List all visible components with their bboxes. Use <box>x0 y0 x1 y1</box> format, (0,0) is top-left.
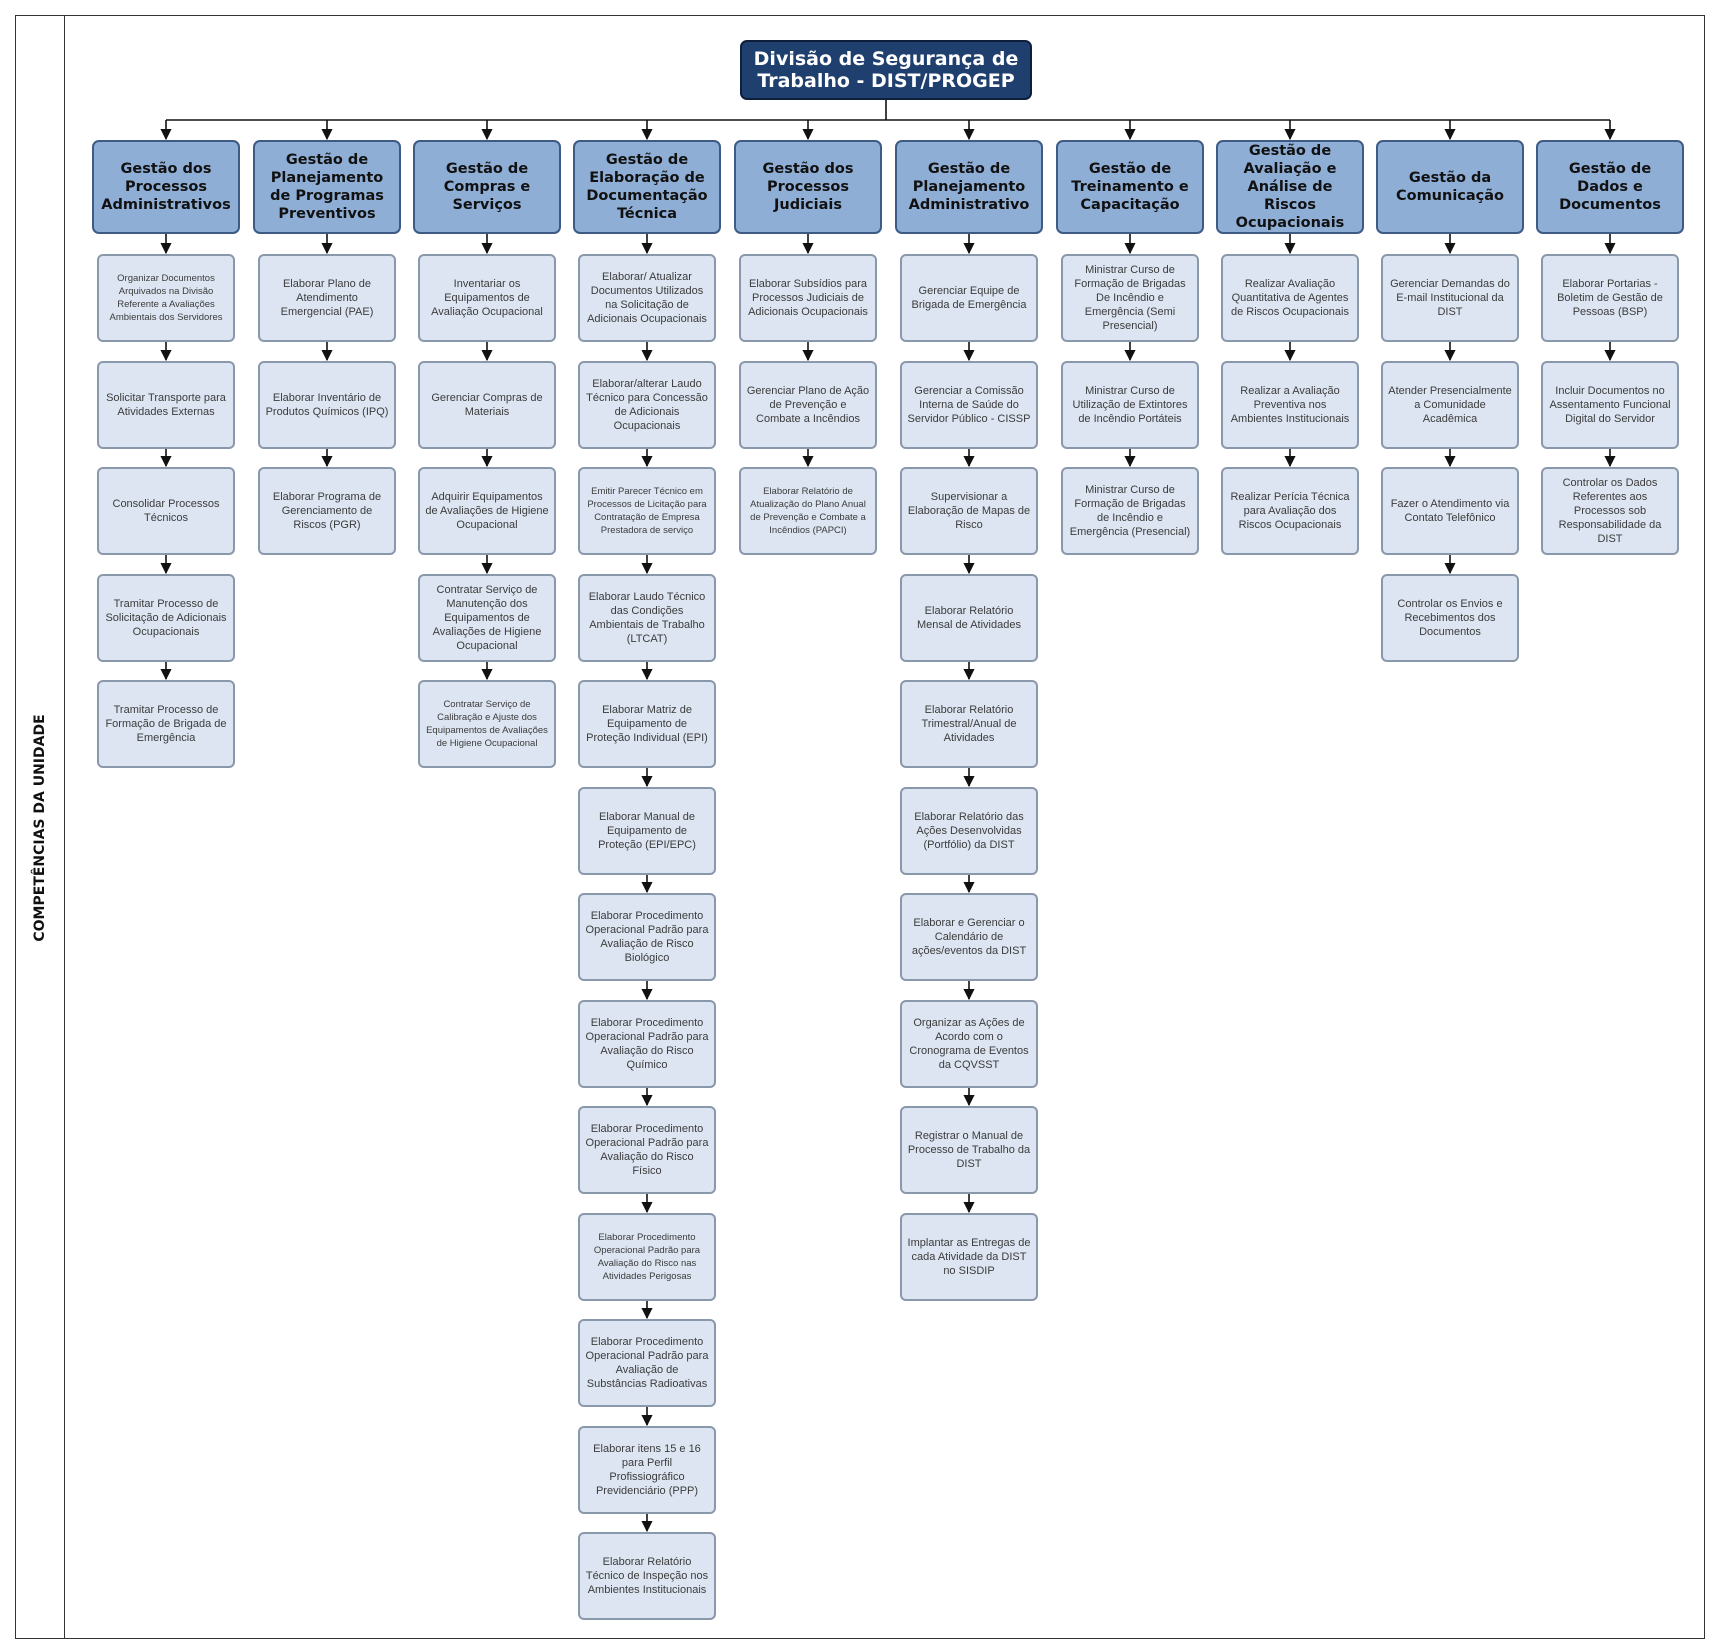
task-box[interactable]: Gerenciar Equipe de Brigada de Emergência <box>900 254 1038 342</box>
task-box[interactable]: Implantar as Entregas de cada Atividade da DIST no SISDIP <box>900 1213 1038 1301</box>
top-node-dist-progep[interactable]: Divisão de Segurança de Trabalho - DIST/PROGEP <box>740 40 1032 100</box>
task-box[interactable]: Gerenciar a Comissão Interna de Saúde do Servidor Público - CISSP <box>900 361 1038 449</box>
column-header[interactable]: Gestão de Avaliação e Análise de Riscos Ocupacionais <box>1216 140 1364 234</box>
task-box[interactable]: Atender Presencialmente a Comunidade Acadêmica <box>1381 361 1519 449</box>
task-box[interactable]: Adquirir Equipamentos de Avaliações de Higiene Ocupacional <box>418 467 556 555</box>
task-box[interactable]: Elaborar/ Atualizar Documentos Utilizados na Solicitação de Adicionais Ocupacionais <box>578 254 716 342</box>
column-header[interactable]: Gestão dos Processos Judiciais <box>734 140 882 234</box>
task-box[interactable]: Elaborar Inventário de Produtos Químicos (IPQ) <box>258 361 396 449</box>
task-box[interactable]: Consolidar Processos Técnicos <box>97 467 235 555</box>
task-box[interactable]: Elaborar Procedimento Operacional Padrão para Avaliação do Risco Químico <box>578 1000 716 1088</box>
task-box[interactable]: Elaborar Procedimento Operacional Padrão para Avaliação de Risco Biológico <box>578 893 716 981</box>
column-header[interactable]: Gestão de Treinamento e Capacitação <box>1056 140 1204 234</box>
task-box[interactable]: Contratar Serviço de Calibração e Ajuste dos Equipamentos de Avaliações de Higiene Ocupacional <box>418 680 556 768</box>
task-box[interactable]: Tramitar Processo de Solicitação de Adicionais Ocupacionais <box>97 574 235 662</box>
task-box[interactable]: Controlar os Dados Referentes aos Processos sob Responsabilidade da DIST <box>1541 467 1679 555</box>
task-box[interactable]: Elaborar Procedimento Operacional Padrão para Avaliação de Substâncias Radioativas <box>578 1319 716 1407</box>
column-header[interactable]: Gestão de Planejamento Administrativo <box>895 140 1043 234</box>
task-box[interactable]: Elaborar Programa de Gerenciamento de Riscos (PGR) <box>258 467 396 555</box>
task-box[interactable]: Realizar Perícia Técnica para Avaliação dos Riscos Ocupacionais <box>1221 467 1359 555</box>
task-box[interactable]: Elaborar Plano de Atendimento Emergencial (PAE) <box>258 254 396 342</box>
task-box[interactable]: Registrar o Manual de Processo de Trabalho da DIST <box>900 1106 1038 1194</box>
task-box[interactable]: Elaborar Laudo Técnico das Condições Ambientais de Trabalho (LTCAT) <box>578 574 716 662</box>
task-box[interactable]: Elaborar Portarias - Boletim de Gestão de Pessoas (BSP) <box>1541 254 1679 342</box>
task-box[interactable]: Controlar os Envios e Recebimentos dos Documentos <box>1381 574 1519 662</box>
task-box[interactable]: Gerenciar Plano de Ação de Prevenção e Combate a Incêndios <box>739 361 877 449</box>
task-box[interactable]: Elaborar Relatório de Atualização do Plano Anual de Prevenção e Combate a Incêndios (PAPCI) <box>739 467 877 555</box>
column-header[interactable]: Gestão de Planejamento de Programas Preventivos <box>253 140 401 234</box>
task-box[interactable]: Tramitar Processo de Formação de Brigada de Emergência <box>97 680 235 768</box>
column-header[interactable]: Gestão dos Processos Administrativos <box>92 140 240 234</box>
task-box[interactable]: Ministrar Curso de Utilização de Extintores de Incêndio Portáteis <box>1061 361 1199 449</box>
task-box[interactable]: Elaborar itens 15 e 16 para Perfil Profissiográfico Previdenciário (PPP) <box>578 1426 716 1514</box>
task-box[interactable]: Realizar a Avaliação Preventiva nos Ambientes Institucionais <box>1221 361 1359 449</box>
task-box[interactable]: Gerenciar Demandas do E-mail Institucional da DIST <box>1381 254 1519 342</box>
task-box[interactable]: Organizar Documentos Arquivados na Divisão Referente a Avaliações Ambientais dos Servidores <box>97 254 235 342</box>
task-box[interactable]: Elaborar e Gerenciar o Calendário de ações/eventos da DIST <box>900 893 1038 981</box>
column-header[interactable]: Gestão de Compras e Serviços <box>413 140 561 234</box>
task-box[interactable]: Elaborar Relatório Técnico de Inspeção nos Ambientes Institucionais <box>578 1532 716 1620</box>
task-box[interactable]: Solicitar Transporte para Atividades Externas <box>97 361 235 449</box>
task-box[interactable]: Elaborar Procedimento Operacional Padrão para Avaliação do Risco nas Atividades Perigosas <box>578 1213 716 1301</box>
task-box[interactable]: Fazer o Atendimento via Contato Telefônico <box>1381 467 1519 555</box>
task-box[interactable]: Gerenciar Compras de Materiais <box>418 361 556 449</box>
task-box[interactable]: Contratar Serviço de Manutenção dos Equipamentos de Avaliações de Higiene Ocupacional <box>418 574 556 662</box>
task-box[interactable]: Inventariar os Equipamentos de Avaliação Ocupacional <box>418 254 556 342</box>
task-box[interactable]: Elaborar Relatório das Ações Desenvolvidas (Portfólio) da DIST <box>900 787 1038 875</box>
task-box[interactable]: Incluir Documentos no Assentamento Funcional Digital do Servidor <box>1541 361 1679 449</box>
column-header[interactable]: Gestão de Dados e Documentos <box>1536 140 1684 234</box>
task-box[interactable]: Ministrar Curso de Formação de Brigadas De Incêndio e Emergência (Semi Presencial) <box>1061 254 1199 342</box>
task-box[interactable]: Elaborar/alterar Laudo Técnico para Concessão de Adicionais Ocupacionais <box>578 361 716 449</box>
task-box[interactable]: Elaborar Relatório Trimestral/Anual de Atividades <box>900 680 1038 768</box>
task-box[interactable]: Realizar Avaliação Quantitativa de Agentes de Riscos Ocupacionais <box>1221 254 1359 342</box>
task-box[interactable]: Emitir Parecer Técnico em Processos de Licitação para Contratação de Empresa Prestadora de serviço <box>578 467 716 555</box>
task-box[interactable]: Elaborar Subsídios para Processos Judiciais de Adicionais Ocupacionais <box>739 254 877 342</box>
task-box[interactable]: Elaborar Relatório Mensal de Atividades <box>900 574 1038 662</box>
column-header[interactable]: Gestão de Elaboração de Documentação Técnica <box>573 140 721 234</box>
column-header[interactable]: Gestão da Comunicação <box>1376 140 1524 234</box>
task-box[interactable]: Elaborar Procedimento Operacional Padrão para Avaliação do Risco Físico <box>578 1106 716 1194</box>
task-box[interactable]: Organizar as Ações de Acordo com o Cronograma de Eventos da CQVSST <box>900 1000 1038 1088</box>
task-box[interactable]: Supervisionar a Elaboração de Mapas de Risco <box>900 467 1038 555</box>
task-box[interactable]: Elaborar Matriz de Equipamento de Proteção Individual (EPI) <box>578 680 716 768</box>
task-box[interactable]: Elaborar Manual de Equipamento de Proteção (EPI/EPC) <box>578 787 716 875</box>
side-label: COMPETÊNCIAS DA UNIDADE <box>32 714 48 942</box>
task-box[interactable]: Ministrar Curso de Formação de Brigadas de Incêndio e Emergência (Presencial) <box>1061 467 1199 555</box>
